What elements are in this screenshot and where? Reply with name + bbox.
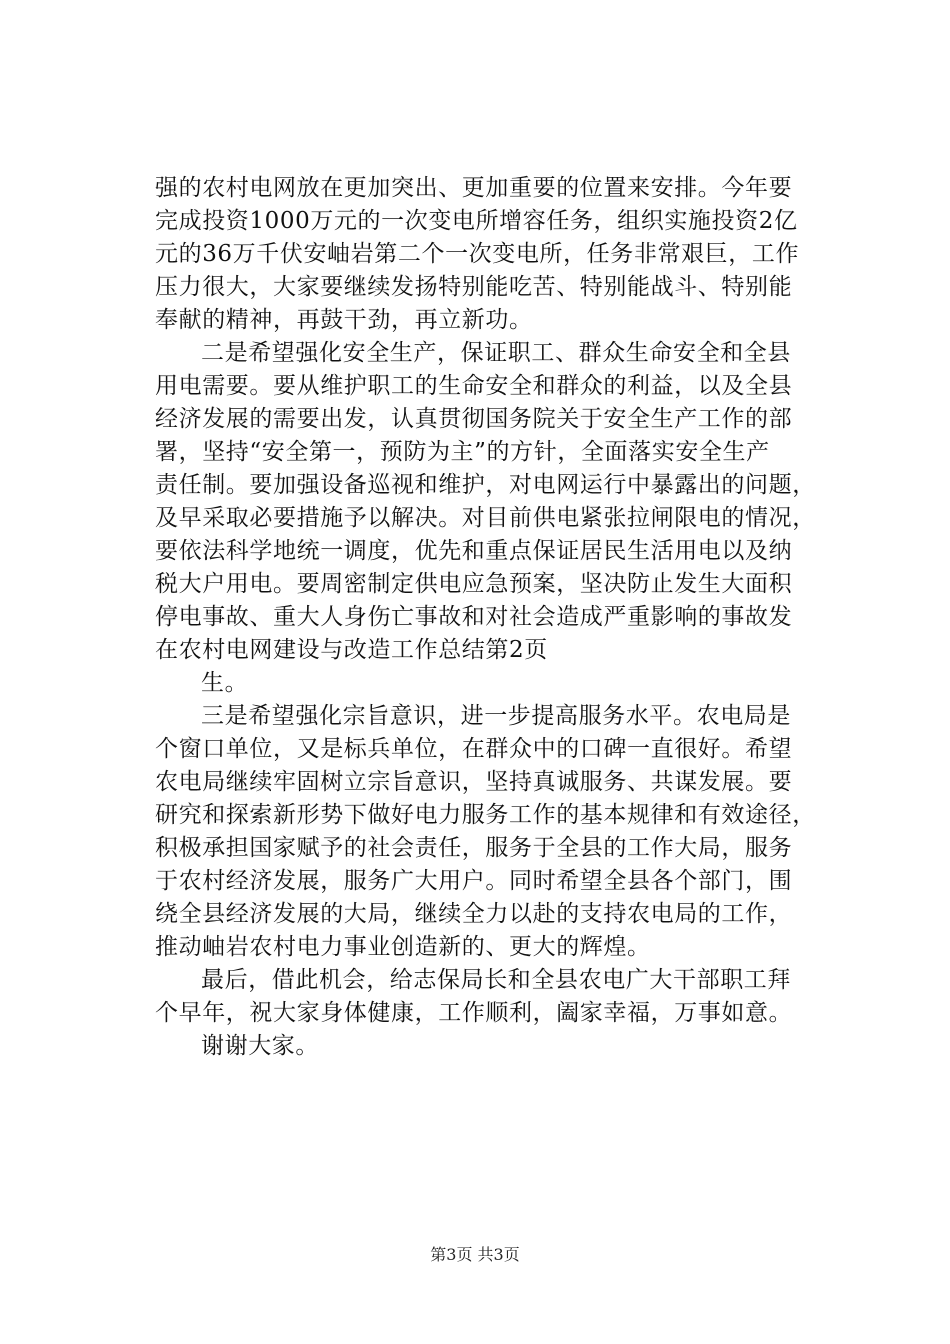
text-line: 要依法科学地统一调度，优先和重点保证居民生活用电以及纳 [155, 538, 793, 564]
text-line: 生。 [201, 670, 249, 696]
document-body [155, 172, 845, 1063]
text-line: 税大户用电。要周密制定供电应急预案，坚决防止发生大面积 [155, 571, 793, 597]
text-line: 责任制。要加强设备巡视和维护，对电网运行中暴露出的问题， [155, 472, 816, 498]
text-line: 绕全县经济发展的大局，继续全力以赴的支持农电局的工作， [155, 901, 793, 927]
text-line: 个窗口单位，又是标兵单位，在群众中的口碑一直很好。希望 [155, 736, 793, 762]
text-line: 经济发展的需要出发，认真贯彻国务院关于安全生产工作的部 [155, 406, 793, 432]
text-line: 农电局继续牢固树立宗旨意识，坚持真诚服务、共谋发展。要 [155, 769, 793, 795]
text-line: 三是希望强化宗旨意识，进一步提高服务水平。农电局是 [201, 703, 791, 729]
text-line: 及早采取必要措施予以解决。对目前供电紧张拉闸限电的情况， [155, 505, 816, 531]
text-line: 积极承担国家赋予的社会责任，服务于全县的工作大局，服务 [155, 835, 793, 861]
text-line: 完成投资1000万元的一次变电所增容任务，组织实施投资2亿 [155, 208, 798, 234]
text-line: 压力很大，大家要继续发扬特别能吃苦、特别能战斗、特别能 [155, 274, 793, 300]
text-line: 二是希望强化安全生产，保证职工、群众生命安全和全县 [201, 340, 791, 366]
text-line: 署，坚持“安全第一，预防为主”的方针，全面落实安全生产 [155, 439, 770, 465]
text-line: 最后，借此机会，给志保局长和全县农电广大干部职工拜 [201, 967, 791, 993]
text-line: 推动岫岩农村电力事业创造新的、更大的辉煌。 [155, 934, 651, 960]
text-line: 谢谢大家。 [201, 1033, 319, 1059]
text-line: 于农村经济发展，服务广大用户。同时希望全县各个部门，围 [155, 868, 793, 894]
text-line: 奉献的精神，再鼓干劲，再立新功。 [155, 307, 533, 333]
text-line: 研究和探索新形势下做好电力服务工作的基本规律和有效途径， [155, 802, 816, 828]
text-line: 强的农村电网放在更加突出、更加重要的位置来安排。今年要 [155, 175, 793, 201]
text-line: 用电需要。要从维护职工的生命安全和群众的利益，以及全县 [155, 373, 793, 399]
text-line: 个早年，祝大家身体健康，工作顺利，阖家幸福，万事如意。 [155, 1000, 793, 1026]
text-line: 停电事故、重大人身伤亡事故和对社会造成严重影响的事故发 [155, 604, 793, 630]
text-line: 元的36万千伏安岫岩第二个一次变电所，任务非常艰巨，工作 [155, 241, 800, 267]
text-line: 在农村电网建设与改造工作总结第2页 [155, 637, 548, 663]
page-footer: 第3页 共3页 [430, 1245, 520, 1264]
